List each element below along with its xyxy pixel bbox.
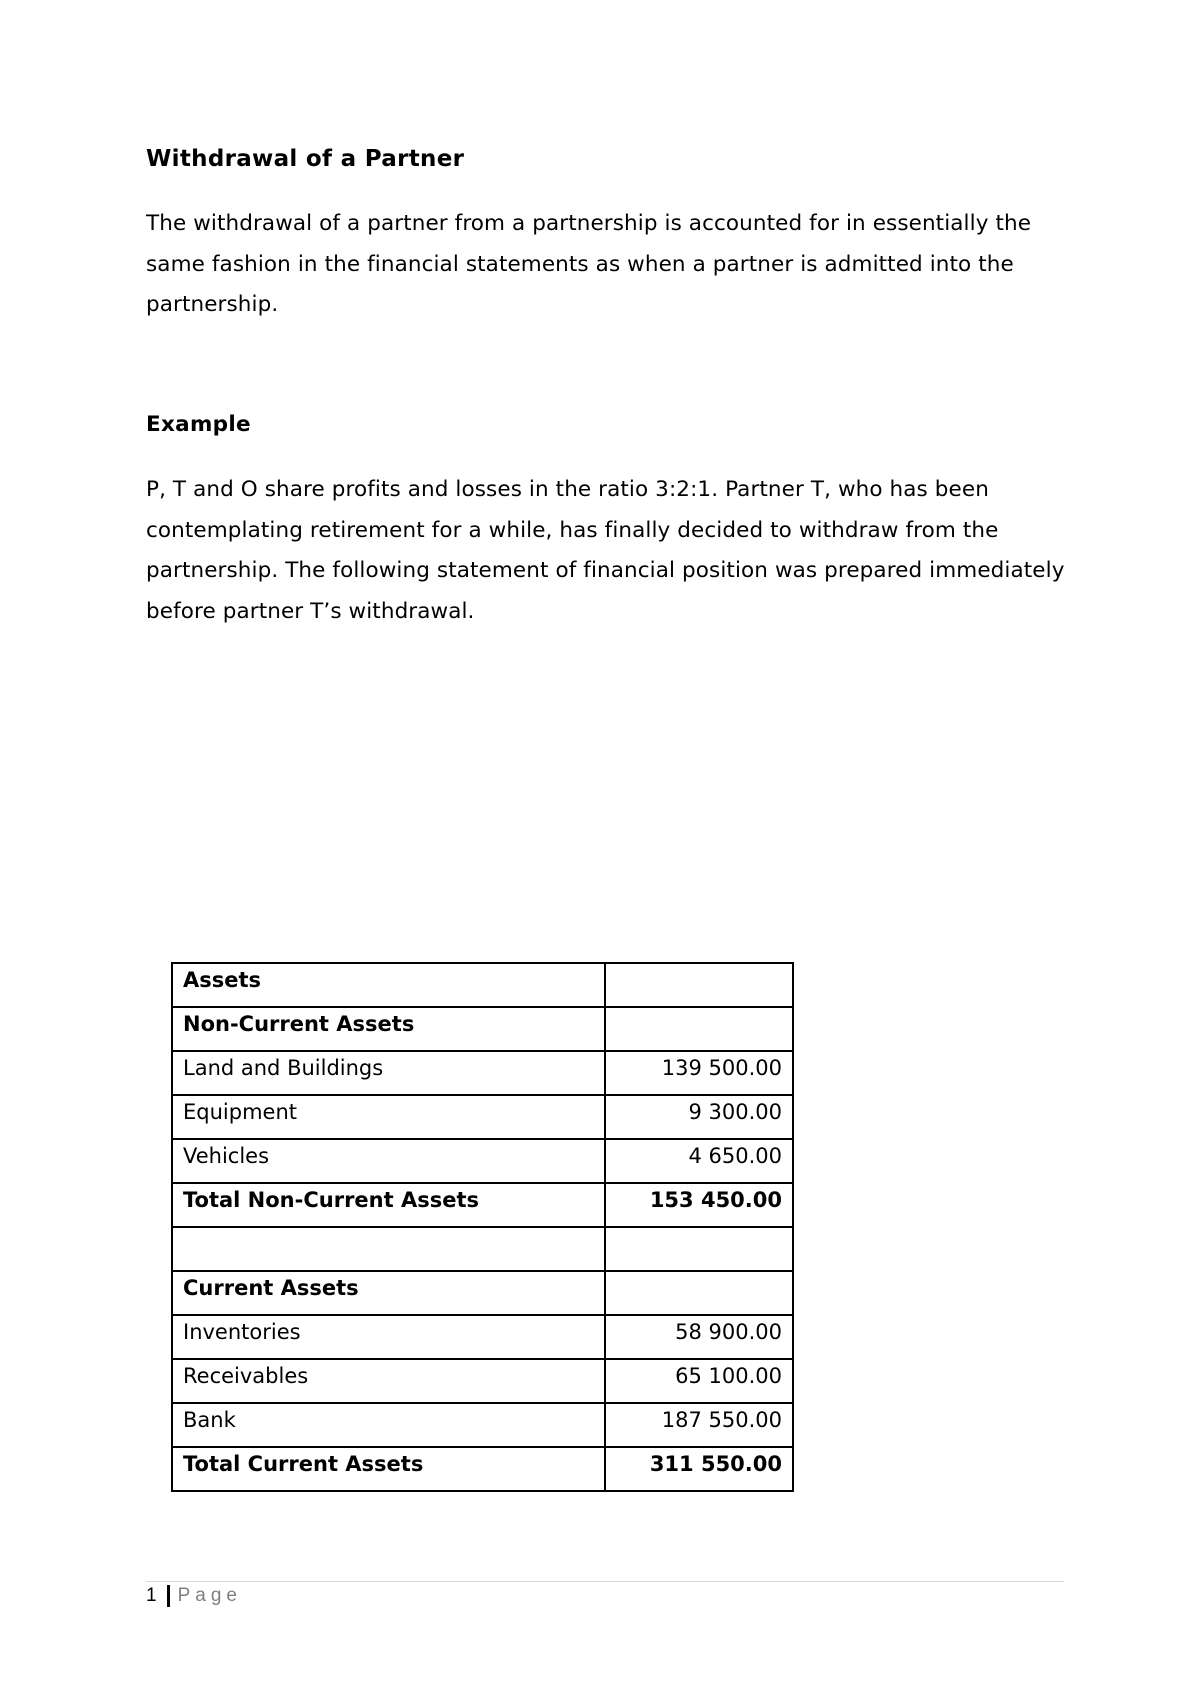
row-label: Total Non-Current Assets [172, 1183, 605, 1227]
row-label: Current Assets [172, 1271, 605, 1315]
table-row [172, 1403, 793, 1447]
row-value: 187 550.00 [605, 1403, 793, 1447]
table-row [172, 1447, 793, 1491]
row-label: Land and Buildings [172, 1051, 605, 1095]
example-paragraph: P, T and O share profits and losses in the ratio 3:2:1. Partner T, who has been contemplating retirement for a while, has finally decided to withdraw from the partnership. The following statement of financial position was prepared immediately before partner T’s withdrawal. [146, 477, 1065, 624]
row-value: 139 500.00 [605, 1051, 793, 1095]
row-label: Total Current Assets [172, 1447, 605, 1491]
row-value: 311 550.00 [605, 1447, 793, 1491]
table-row [172, 1007, 793, 1051]
row-value [605, 1007, 793, 1051]
row-label: Non-Current Assets [172, 1007, 605, 1051]
row-label: Receivables [172, 1359, 605, 1403]
table-row [172, 1271, 793, 1315]
row-label: Assets [172, 963, 605, 1007]
row-value: 153 450.00 [605, 1183, 793, 1227]
table-row [172, 1095, 793, 1139]
row-value: 9 300.00 [605, 1095, 793, 1139]
row-label: Bank [172, 1403, 605, 1447]
page-number: 1 [146, 1585, 157, 1606]
table-row [172, 1183, 793, 1227]
row-value: 58 900.00 [605, 1315, 793, 1359]
footer-separator [167, 1585, 170, 1607]
table-row [172, 963, 793, 1007]
row-label: Equipment [172, 1095, 605, 1139]
table-row [172, 1315, 793, 1359]
table-row [172, 1359, 793, 1403]
page-footer [146, 1585, 242, 1607]
page-title: Withdrawal of a Partner [146, 146, 465, 172]
financial-position-table [171, 962, 794, 1492]
intro-paragraph: The withdrawal of a partner from a partnership is accounted for in essentially the same fashion in the financial statements as when a partner is admitted into the partnership. [146, 211, 1032, 317]
row-value [605, 963, 793, 1007]
footer-divider [146, 1581, 1064, 1582]
row-value: 65 100.00 [605, 1359, 793, 1403]
table-row [172, 1051, 793, 1095]
row-value: 4 650.00 [605, 1139, 793, 1183]
table-row [172, 1227, 793, 1271]
row-label: Inventories [172, 1315, 605, 1359]
table-row [172, 1139, 793, 1183]
example-heading: Example [146, 412, 251, 437]
row-label [172, 1227, 605, 1271]
page-word: Page [177, 1585, 242, 1606]
row-value [605, 1227, 793, 1271]
row-label: Vehicles [172, 1139, 605, 1183]
row-value [605, 1271, 793, 1315]
